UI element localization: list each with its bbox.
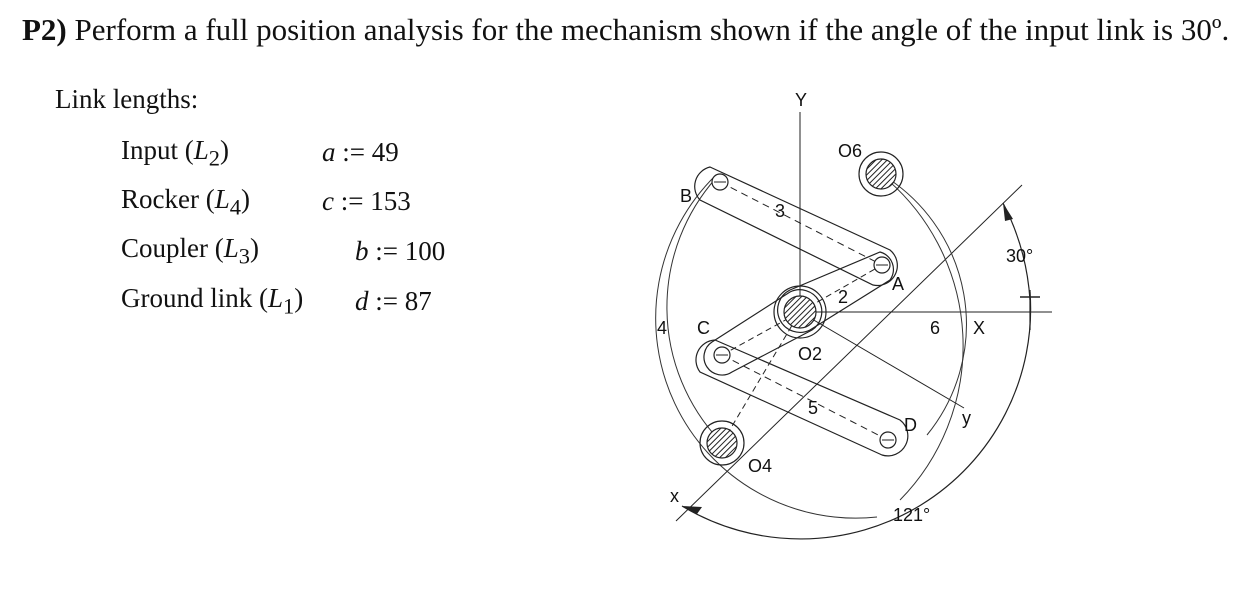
outer-arc-right	[883, 176, 963, 500]
link-label-ground: Ground link $(L_1)$	[121, 283, 304, 319]
label-b: B	[680, 186, 693, 206]
link-label-input: Input $(L_2)$	[121, 135, 230, 171]
o4-link-centerline	[722, 312, 800, 443]
angle-30-arrowhead	[1003, 203, 1013, 221]
label-a: A	[892, 274, 905, 294]
problem-label: P2)	[22, 12, 67, 47]
joint-a	[874, 257, 890, 273]
joint-c	[714, 347, 730, 363]
inner-arc-right	[881, 174, 966, 435]
link-label-coupler: Coupler $(L_3)$	[121, 233, 260, 269]
label-link-3: 3	[775, 201, 786, 221]
label-d: D	[904, 415, 917, 435]
link-label-rocker: Rocker $(L_4)$	[121, 184, 250, 220]
link-value-c: c := 153	[322, 186, 411, 216]
label-link-5: 5	[808, 398, 819, 418]
pivot-o4	[700, 421, 744, 465]
inner-arc-left	[667, 178, 719, 440]
label-link-4: 4	[657, 318, 668, 338]
label-x-axis: X	[973, 318, 986, 338]
link-value-d: d := 87	[355, 286, 432, 316]
link-value-b: b := 100	[355, 236, 446, 266]
label-angle-30: 30°	[1006, 246, 1034, 266]
label-link-6: 6	[930, 318, 941, 338]
pivot-o6	[859, 152, 903, 196]
problem-text: Perform a full position analysis for the mechanism shown if the angle of the input link is 30º.	[66, 12, 1230, 47]
joint-d	[880, 432, 896, 448]
joint-b	[712, 174, 728, 190]
link-lengths-heading: Link lengths:	[55, 84, 199, 114]
label-angle-121: 121°	[893, 505, 931, 525]
label-link-2: 2	[838, 287, 849, 307]
label-o6: O6	[838, 141, 863, 161]
label-y-axis: Y	[795, 90, 808, 110]
label-tilted-x: x	[670, 486, 679, 506]
link-value-a: a := 49	[322, 137, 399, 167]
label-tilted-y: y	[962, 408, 971, 428]
label-o2: O2	[798, 344, 823, 364]
label-o4: O4	[748, 456, 773, 476]
label-c: C	[697, 318, 710, 338]
